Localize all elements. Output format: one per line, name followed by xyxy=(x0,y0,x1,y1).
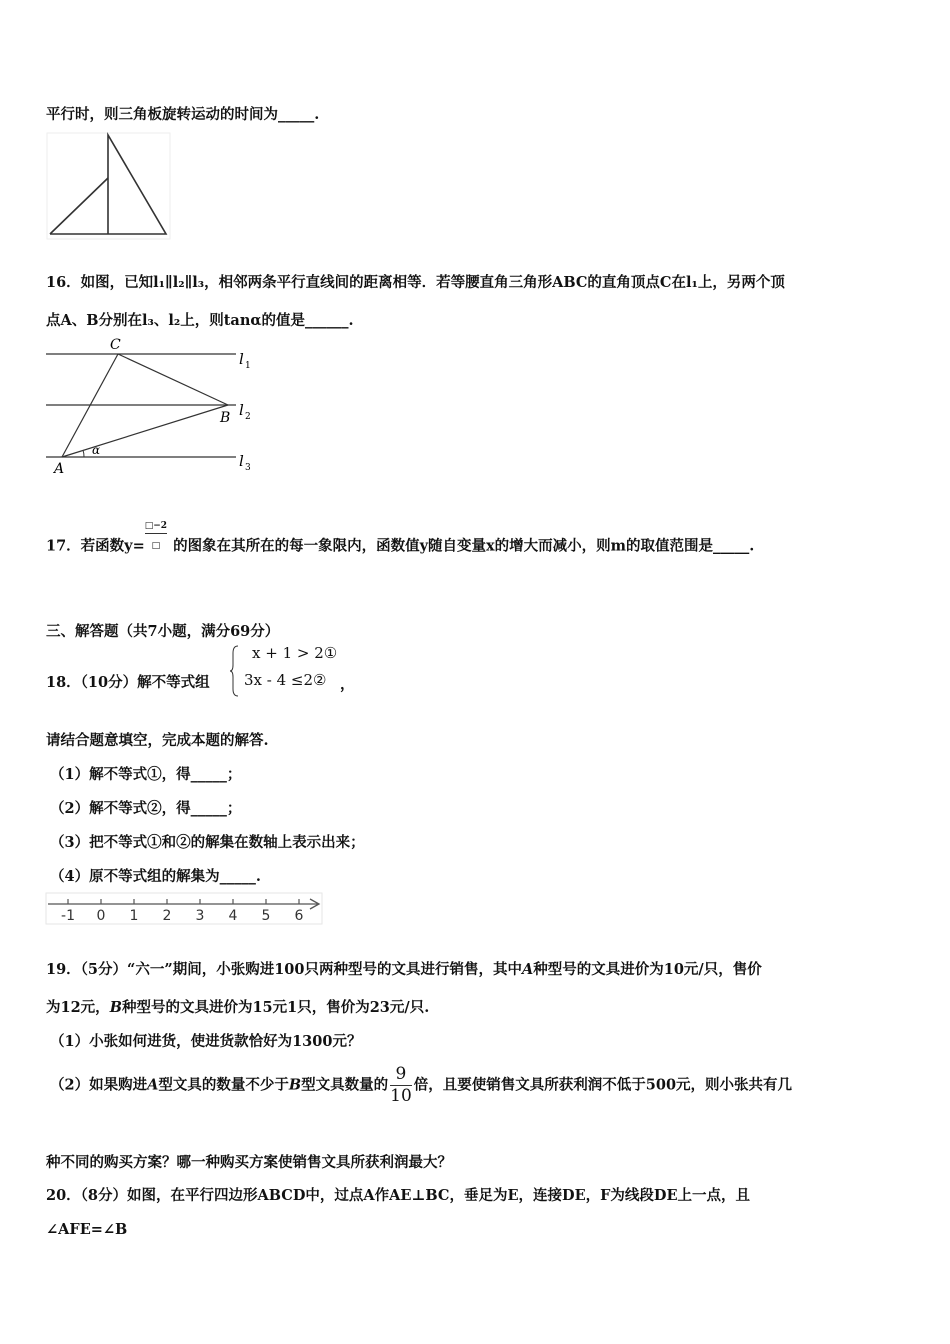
question-18-part-3: （3）把不等式①和②的解集在数轴上表示出来； xyxy=(50,834,365,851)
question-16-line-2: 点A、B分别在l₃、l₂上，则tanα的值是______. xyxy=(46,312,354,329)
number-line-label: 5 xyxy=(261,908,271,924)
line-l3-subscript: 3 xyxy=(245,463,251,473)
line-l1-subscript: 1 xyxy=(245,361,251,371)
vertex-b-label: B xyxy=(220,410,231,426)
fill-blank-line: 平行时，则三角板旋转运动的时间为_____. xyxy=(46,106,320,123)
number-line-label: 6 xyxy=(294,908,304,924)
question-16-line-1: 16．如图，已知l₁∥l₂∥l₃，相邻两条平行直线间的距离相等．若等腰直角三角形ABC的直角顶点C在l₁上，另两个顶 xyxy=(46,274,785,291)
q19-text-c: 为12元， xyxy=(46,999,110,1016)
inequality-system xyxy=(238,644,337,689)
question-18-part-4: （4）原不等式组的解集为_____. xyxy=(50,868,261,885)
section-3-heading: 三、解答题（共7小题，满分69分） xyxy=(46,623,280,640)
question-19-part-1: （1）小张如何进货，使进货款恰好为1300元？ xyxy=(50,1033,362,1050)
line-l1-label: l xyxy=(239,350,244,368)
q19-part2-a: （2）如果购进 xyxy=(50,1076,148,1094)
number-line-label: 1 xyxy=(129,908,139,924)
number-line-label: -1 xyxy=(61,908,75,924)
question-18-part-2: （2）解不等式②，得_____； xyxy=(50,800,242,817)
inequality-2: 3x - 4 ≤2② xyxy=(244,671,327,689)
q19-part2-c: 型文具数量的 xyxy=(301,1076,389,1094)
line-l2-label: l xyxy=(239,401,244,419)
q19-part2-d: 倍，且要使销售文具所获利润不低于500元，则小张共有几 xyxy=(413,1076,793,1094)
frac-den: 10 xyxy=(390,1086,412,1106)
alpha-label: α xyxy=(92,443,101,457)
q19-text-a: 19．（5分）“六一”期间，小张购进100只两种型号的文具进行销售，其中 xyxy=(46,961,522,978)
question-20-line-1: 20．（8分）如图，在平行四边形ABCD中，过点A作AE⊥BC，垂足为E，连接DE，F为线段DE上一点，且 xyxy=(46,1187,751,1204)
number-line-label: 0 xyxy=(96,908,106,924)
question-17 xyxy=(46,521,755,561)
number-line-label: 3 xyxy=(195,908,205,924)
question-20-line-2: ∠AFE=∠B xyxy=(46,1221,128,1238)
q19-part2-b: 型文具的数量不少于 xyxy=(158,1076,289,1094)
number-line-label: 2 xyxy=(162,908,172,924)
q19-text-d: 种型号的文具进价为15元1只，售价为23元/只. xyxy=(121,999,430,1016)
frac-num: 9 xyxy=(390,1066,412,1086)
nine-tenths-fraction xyxy=(390,1066,412,1105)
vertex-c-label: C xyxy=(110,337,121,353)
number-line-label: 4 xyxy=(228,908,238,924)
function-fraction xyxy=(145,522,167,551)
triangle-board-figure xyxy=(46,132,171,240)
parallel-lines-figure xyxy=(46,336,266,476)
q19-text-b: 种型号的文具进价为10元/只，售价 xyxy=(533,961,762,978)
fraction-denominator: □ xyxy=(151,541,161,551)
line-l2-subscript: 2 xyxy=(245,412,251,422)
question-19-part-2 xyxy=(50,1066,792,1105)
question-18-comma: ， xyxy=(340,676,355,693)
q19-part2-type-a: A xyxy=(147,1076,159,1094)
vertex-a-label: A xyxy=(54,461,65,477)
question-19-line-2 xyxy=(46,996,429,1017)
q19-type-a: A xyxy=(521,961,534,978)
fraction-numerator: □−2 xyxy=(145,522,167,534)
q19-part2-type-b: B xyxy=(288,1076,302,1094)
inequality-1: x + 1 > 2① xyxy=(252,644,338,662)
question-17-prefix: 17．若函数y= xyxy=(46,537,145,555)
number-line xyxy=(46,893,326,925)
question-18: 18．（10分）解不等式组 xyxy=(46,674,210,691)
line-l3-label: l xyxy=(239,452,244,470)
question-18-part-1: （1）解不等式①，得_____； xyxy=(50,766,242,783)
q19-type-b: B xyxy=(109,999,122,1016)
question-18-instruction: 请结合题意填空，完成本题的解答. xyxy=(46,732,269,749)
question-17-suffix: 的图象在其所在的每一象限内，函数值y随自变量x的增大而减小，则m的取值范围是_____. xyxy=(173,537,755,555)
question-19-part-2-end: 种不同的购买方案？哪一种购买方案使销售文具所获利润最大？ xyxy=(46,1154,452,1171)
question-19-line-1 xyxy=(46,958,762,979)
